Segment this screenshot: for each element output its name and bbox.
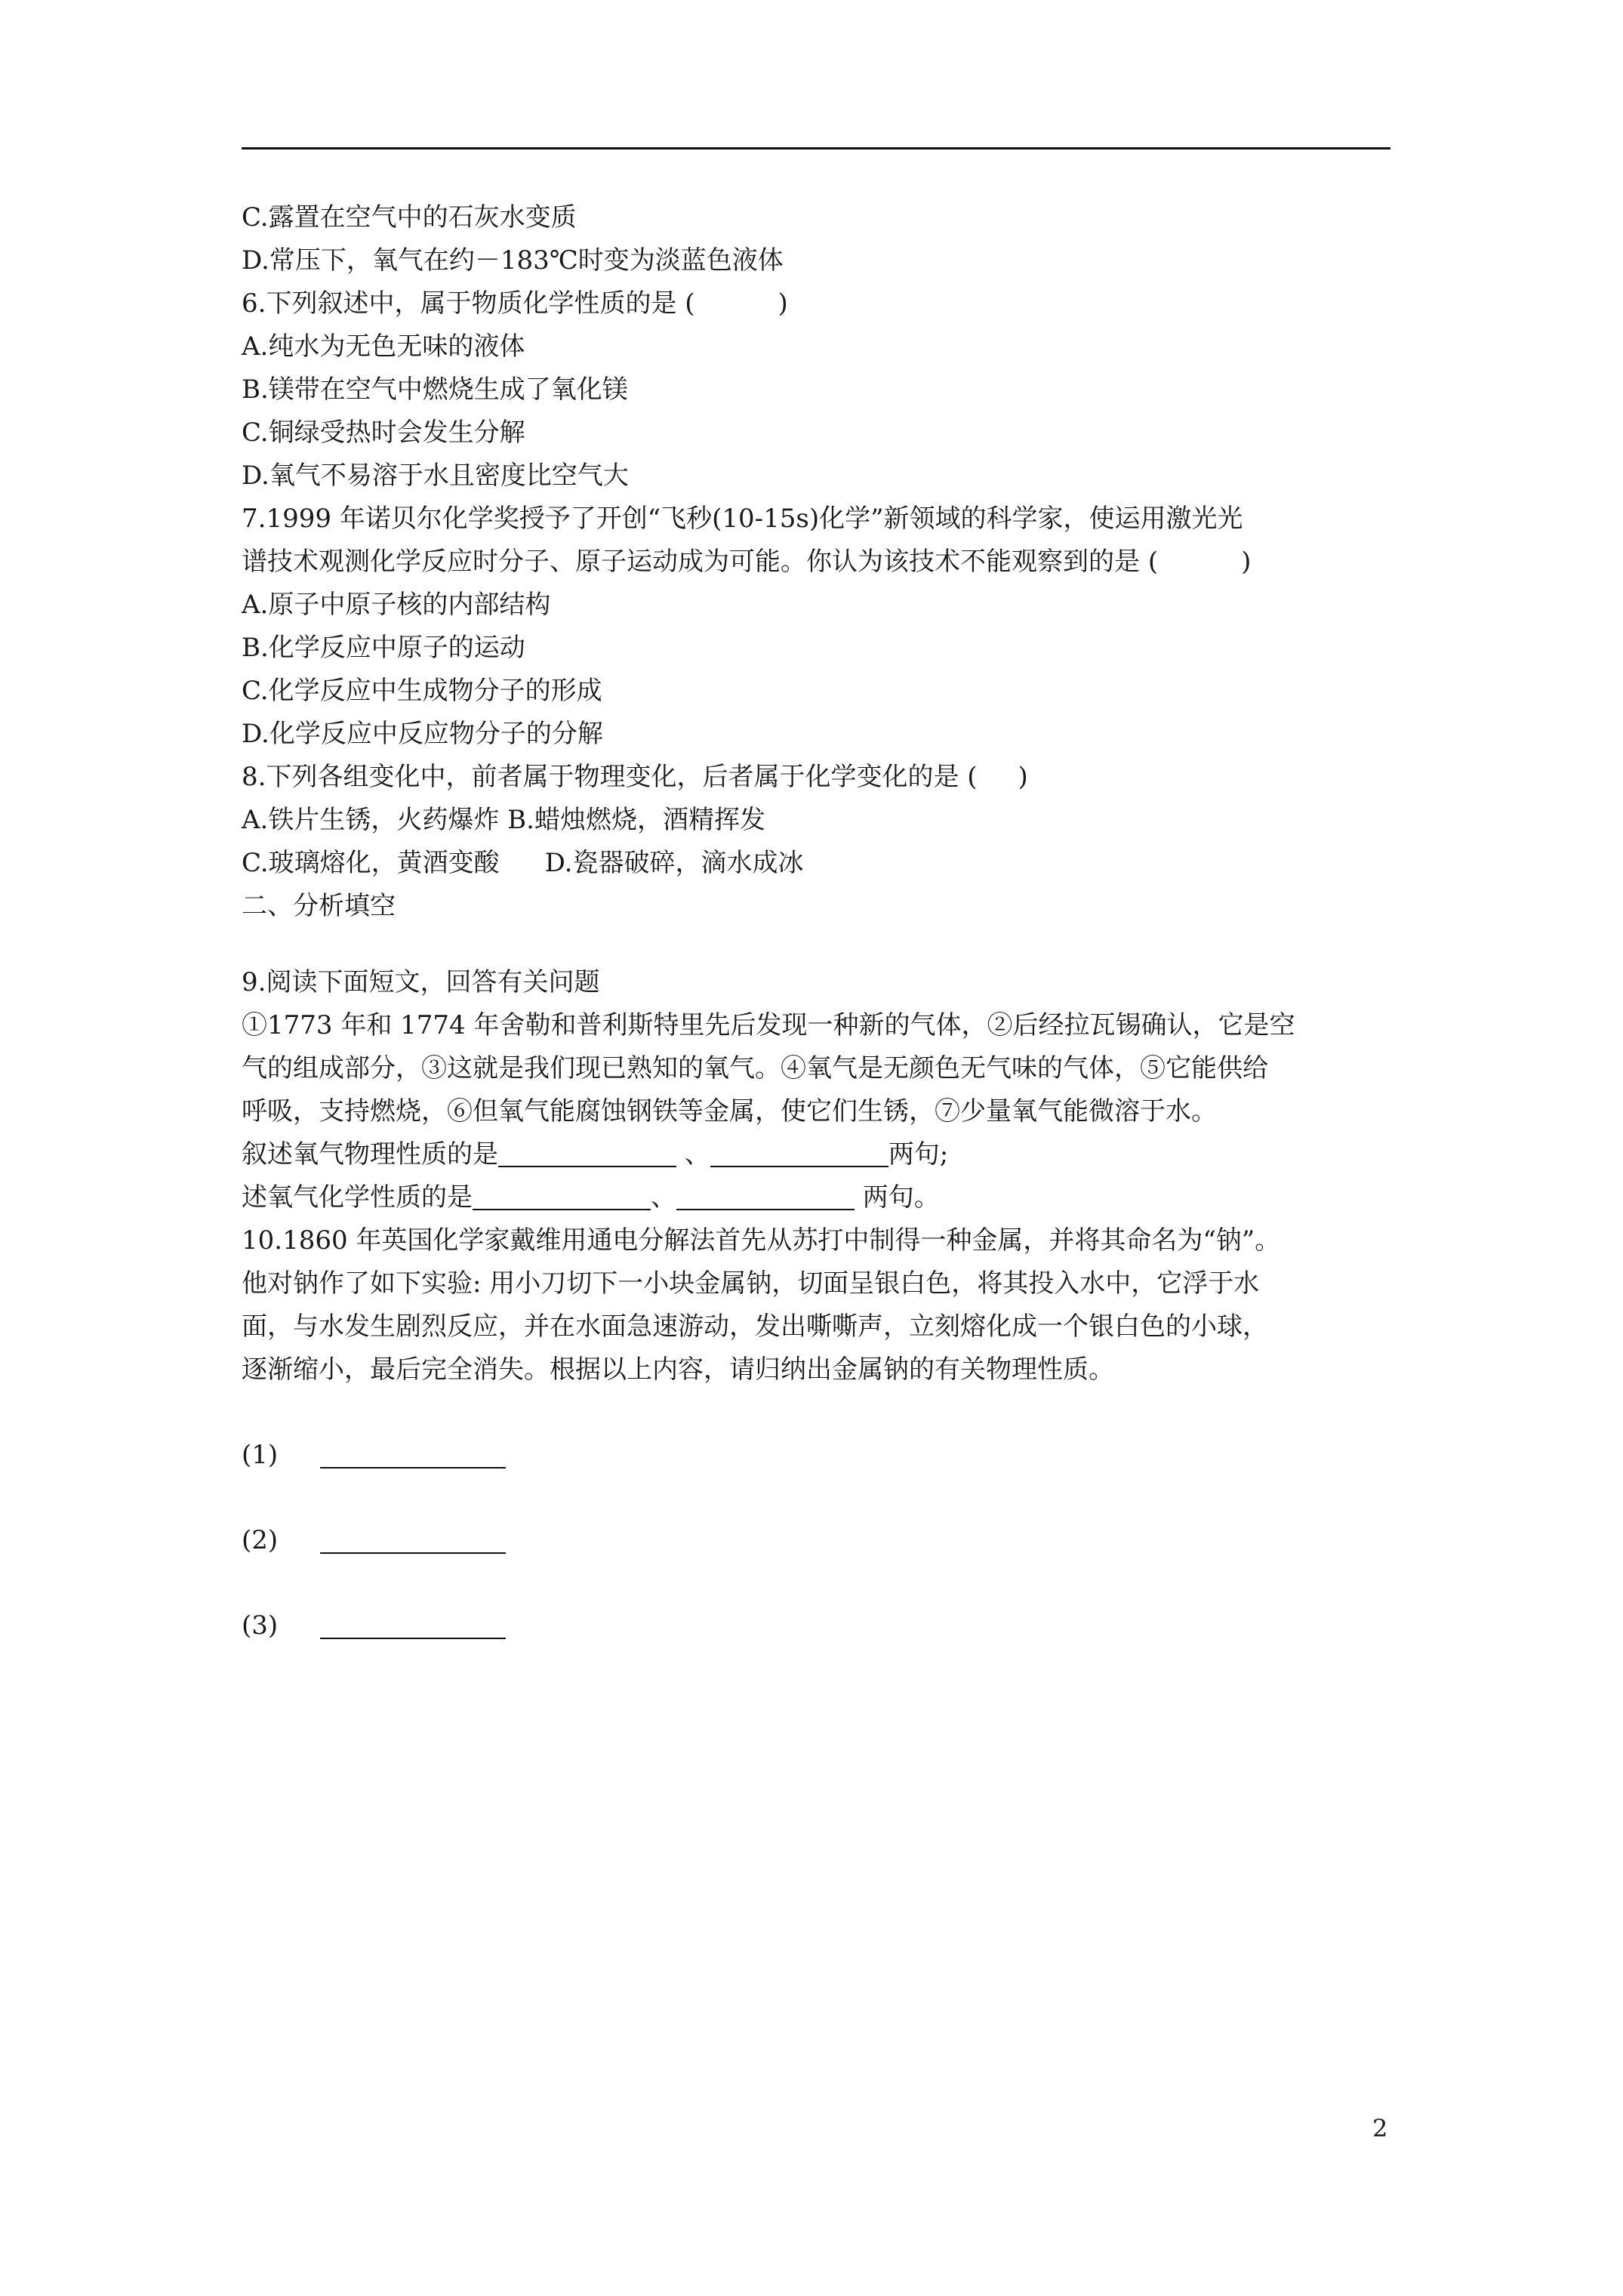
answer-paren-open: ( [685, 288, 695, 319]
subitem-2 [242, 1519, 1390, 1604]
fill-separator: 、 [676, 1139, 710, 1170]
q6-option-a: A.纯水为无色无味的液体 [242, 331, 525, 362]
question-10-line4: 逐渐缩小，最后完全消失。根据以上内容，请归纳出金属钠的有关物理性质。 [242, 1354, 1114, 1385]
question-10-line3: 面，与水发生剧烈反应，并在水面急速游动，发出嘶嘶声，立刻熔化成一个银白色的小球， [242, 1311, 1268, 1342]
q8-options-ab: A.铁片生锈，火药爆炸 B.蜡烛燃烧，酒精挥发 [242, 805, 765, 835]
question-8 [242, 756, 1390, 799]
answer-paren-open: ( [967, 762, 978, 792]
q6-option-c: C.铜绿受热时会发生分解 [242, 418, 525, 448]
q8-option-d: D.瓷器破碎，滴水成冰 [544, 848, 804, 878]
option-d-line: D.常压下，氧气在约－183℃时变为淡蓝色液体 [242, 245, 784, 276]
question-6-text: 6.下列叙述中，属于物质化学性质的是 [242, 288, 677, 319]
question-7-line2-text: 谱技术观测化学反应时分子、原子运动成为可能。你认为该技术不能观察到的是 [242, 547, 1140, 577]
q9-fill-chemical [242, 1176, 1390, 1219]
subitem-label: (2) [242, 1525, 279, 1555]
answer-blank[interactable] [320, 1519, 506, 1554]
answer-blank[interactable] [710, 1136, 888, 1167]
subitem-label: (3) [242, 1610, 279, 1641]
q8-options-cd [242, 842, 1390, 885]
q7-option-c: C.化学反应中生成物分子的形成 [242, 676, 602, 706]
section-heading: 二、分析填空 [242, 891, 396, 921]
answer-paren-open: ( [1147, 547, 1159, 577]
fill-suffix: 两句; [888, 1139, 949, 1170]
q7-option-d: D.化学反应中反应物分子的分解 [242, 719, 603, 749]
question-6 [242, 282, 1390, 325]
question-9: 9.阅读下面短文，回答有关问题 [242, 967, 600, 997]
question-8-text: 8.下列各组变化中，前者属于物理变化，后者属于化学变化的是 [242, 762, 959, 792]
q9-fill-physical [242, 1133, 1390, 1176]
page-number: 2 [1372, 2114, 1388, 2143]
subitem-3 [242, 1604, 1390, 1690]
question-10-line2: 他对钠作了如下实验: 用小刀切下一小块金属钠，切面呈银白色，将其投入水中，它浮于水 [242, 1268, 1260, 1299]
question-10-line1: 10.1860 年英国化学家戴维用通电分解法首先从苏打中制得一种金属，并将其命名为“钠”。 [242, 1225, 1281, 1256]
q9-passage-line3: 呼吸，支持燃烧，⑥但氧气能腐蚀钢铁等金属，使它们生锈，⑦少量氧气能微溶于水。 [242, 1096, 1217, 1126]
q9-passage-line2: 气的组成部分，③这就是我们现已熟知的氧气。④氧气是无颜色无气味的气体，⑤它能供给 [242, 1053, 1268, 1083]
answer-blank[interactable] [320, 1604, 506, 1639]
fill-suffix: 两句。 [855, 1182, 940, 1213]
answer-blank[interactable] [676, 1179, 855, 1210]
q8-option-c: C.玻璃熔化，黄酒变酸 [242, 848, 500, 878]
option-c-line: C.露置在空气中的石灰水变质 [242, 202, 577, 233]
fill-prompt: 叙述氧气物理性质的是 [242, 1139, 498, 1170]
q6-option-b: B.镁带在空气中燃烧生成了氧化镁 [242, 374, 628, 405]
q6-option-d: D.氧气不易溶于水且密度比空气大 [242, 461, 629, 491]
answer-paren-close: ) [778, 288, 788, 319]
answer-paren-close: ) [1018, 762, 1028, 792]
header-rule [242, 147, 1390, 149]
q7-option-b: B.化学反应中原子的运动 [242, 633, 525, 663]
question-7-line1: 7.1999 年诺贝尔化学奖授予了开创“飞秒(10-15s)化学”新领域的科学家，使运用激光光 [242, 504, 1243, 534]
answer-paren-close: ) [1241, 547, 1252, 577]
subitem-label: (1) [242, 1440, 279, 1470]
fill-separator: 、 [651, 1182, 676, 1213]
q9-passage-line1: ①1773 年和 1774 年舍勒和普利斯特里先后发现一种新的气体，②后经拉瓦锡确认，它是空 [242, 1010, 1295, 1040]
answer-blank[interactable] [498, 1136, 676, 1167]
fill-prompt: 述氧气化学性质的是 [242, 1182, 473, 1213]
document-body [242, 196, 1390, 1690]
subitem-1 [242, 1434, 1390, 1519]
answer-blank[interactable] [320, 1434, 506, 1469]
q7-option-a: A.原子中原子核的内部结构 [242, 590, 551, 620]
answer-blank[interactable] [473, 1179, 651, 1210]
question-7-line2 [242, 541, 1390, 584]
